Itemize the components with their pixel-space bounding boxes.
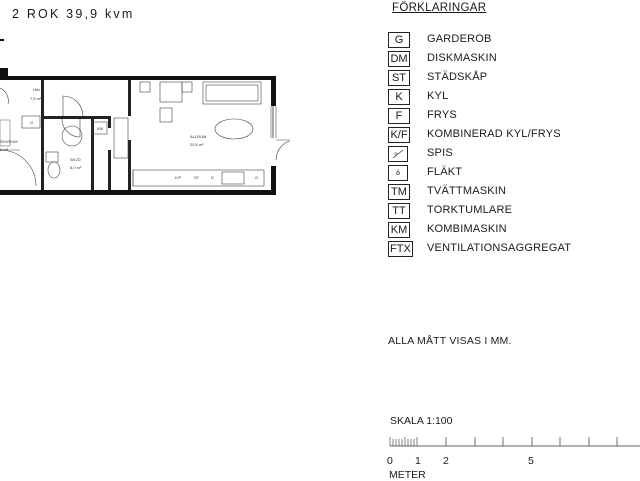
right-wall-lower bbox=[271, 166, 276, 195]
legend-item-frys bbox=[388, 108, 638, 126]
room-label-wc: WC/D bbox=[70, 157, 81, 162]
room-area-allrum: 20,5 m² bbox=[190, 142, 204, 147]
room-label-hall: HALL bbox=[33, 87, 44, 92]
wc-fixtures bbox=[22, 116, 107, 178]
fixture-label-st: ST bbox=[194, 175, 200, 180]
fixture-label-km: KM bbox=[97, 126, 103, 131]
legend-label: KYL bbox=[427, 90, 449, 102]
left-door-arc bbox=[0, 88, 8, 104]
legend-label: FRYS bbox=[427, 109, 457, 121]
room-area-sovrum: 8 m² bbox=[0, 147, 8, 152]
room-area-hall: 7,5 m² bbox=[30, 96, 42, 101]
legend-label: GARDEROB bbox=[427, 33, 492, 45]
left-bump bbox=[0, 68, 8, 78]
entry-door bbox=[276, 140, 290, 160]
room-label-sovrum: SOVRUM bbox=[0, 139, 18, 144]
legend-code-box: TM bbox=[388, 184, 410, 200]
legend-item-spis bbox=[388, 146, 638, 164]
fan-icon bbox=[388, 165, 408, 181]
toilet bbox=[48, 162, 60, 178]
sink bbox=[46, 152, 58, 162]
legend-label: SPIS bbox=[427, 147, 453, 159]
scale-tick-1: 1 bbox=[415, 455, 421, 467]
room-area-wc: 5,0 m² bbox=[70, 165, 82, 170]
cabinet-left bbox=[114, 118, 128, 158]
shower-drain bbox=[62, 126, 82, 146]
hall-door bbox=[63, 96, 83, 116]
scale-bar bbox=[385, 428, 640, 452]
measurement-note: ALLA MÅTT VISAS I MM. bbox=[388, 335, 512, 347]
coffee-table bbox=[215, 119, 253, 139]
legend-label: FLÄKT bbox=[427, 166, 463, 178]
sofa bbox=[203, 82, 261, 104]
legend-item-flakt bbox=[388, 165, 638, 183]
dining-table bbox=[160, 82, 182, 102]
legend-item-ventilationsaggregat bbox=[388, 241, 638, 259]
fixture-label-g1: G bbox=[211, 175, 215, 180]
legend-item-garderob bbox=[388, 32, 638, 50]
plan-title: 2 ROK 39,9 kvm bbox=[12, 7, 135, 21]
legend-code-box: TT bbox=[388, 203, 410, 219]
legend-code-box: G bbox=[388, 32, 410, 48]
right-wall-upper bbox=[271, 76, 276, 106]
fixture-label-kf: K/F bbox=[175, 175, 182, 180]
legend-code-box: FTX bbox=[390, 243, 411, 255]
legend-label: TVÄTTMASKIN bbox=[427, 185, 507, 197]
bedroom-door-arc bbox=[0, 150, 36, 186]
legend-code-box: DM bbox=[388, 51, 410, 67]
legend-heading: FÖRKLARINGAR bbox=[392, 2, 487, 14]
legend-item-kyl bbox=[388, 89, 638, 107]
interior-walls bbox=[41, 80, 131, 190]
legend-item-tvattmaskin bbox=[388, 184, 638, 202]
chair bbox=[160, 108, 172, 122]
scale-tick-5: 5 bbox=[528, 455, 534, 467]
legend-code-box: K bbox=[388, 89, 410, 105]
top-wall bbox=[0, 76, 276, 80]
floor-plan bbox=[0, 0, 290, 210]
legend-label: KOMBIMASKIN bbox=[427, 223, 507, 235]
scale-fine-ticks bbox=[390, 437, 417, 446]
bottom-wall bbox=[0, 190, 276, 195]
legend-item-diskmaskin bbox=[388, 51, 638, 69]
legend-code-box: F bbox=[388, 108, 410, 124]
scale-tick-0: 0 bbox=[387, 455, 393, 467]
legend-label: STÄDSKÅP bbox=[427, 71, 488, 83]
fixture-label-g2: G bbox=[255, 175, 259, 180]
legend-label: DISKMASKIN bbox=[427, 52, 497, 64]
legend-item-kyl-frys bbox=[388, 127, 638, 145]
legend-code-box: ST bbox=[388, 70, 410, 86]
stove-icon bbox=[388, 146, 408, 162]
legend-code-box: KM bbox=[388, 222, 410, 238]
fixture-label-g-hall: G bbox=[30, 120, 34, 125]
legend-label: TORKTUMLARE bbox=[427, 204, 513, 216]
scale-label: SKALA 1:100 bbox=[390, 415, 453, 427]
bedroom-area bbox=[0, 120, 20, 150]
scale-unit: METER bbox=[389, 469, 426, 481]
legend-item-kombimaskin bbox=[388, 222, 638, 240]
legend-item-torktumlare bbox=[388, 203, 638, 221]
legend-label: KOMBINERAD KYL/FRYS bbox=[427, 128, 561, 140]
living-fixtures bbox=[114, 82, 264, 186]
legend-code-box: K/F bbox=[388, 127, 410, 143]
legend-label: VENTILATIONSAGGREGAT bbox=[427, 242, 572, 254]
room-label-allrum: ALLRUM bbox=[190, 134, 207, 139]
wc-door bbox=[62, 119, 80, 137]
stove bbox=[222, 172, 244, 184]
scale-major-ticks bbox=[446, 437, 617, 446]
legend-item-stadskap bbox=[388, 70, 638, 88]
scale-tick-2: 2 bbox=[443, 455, 449, 467]
